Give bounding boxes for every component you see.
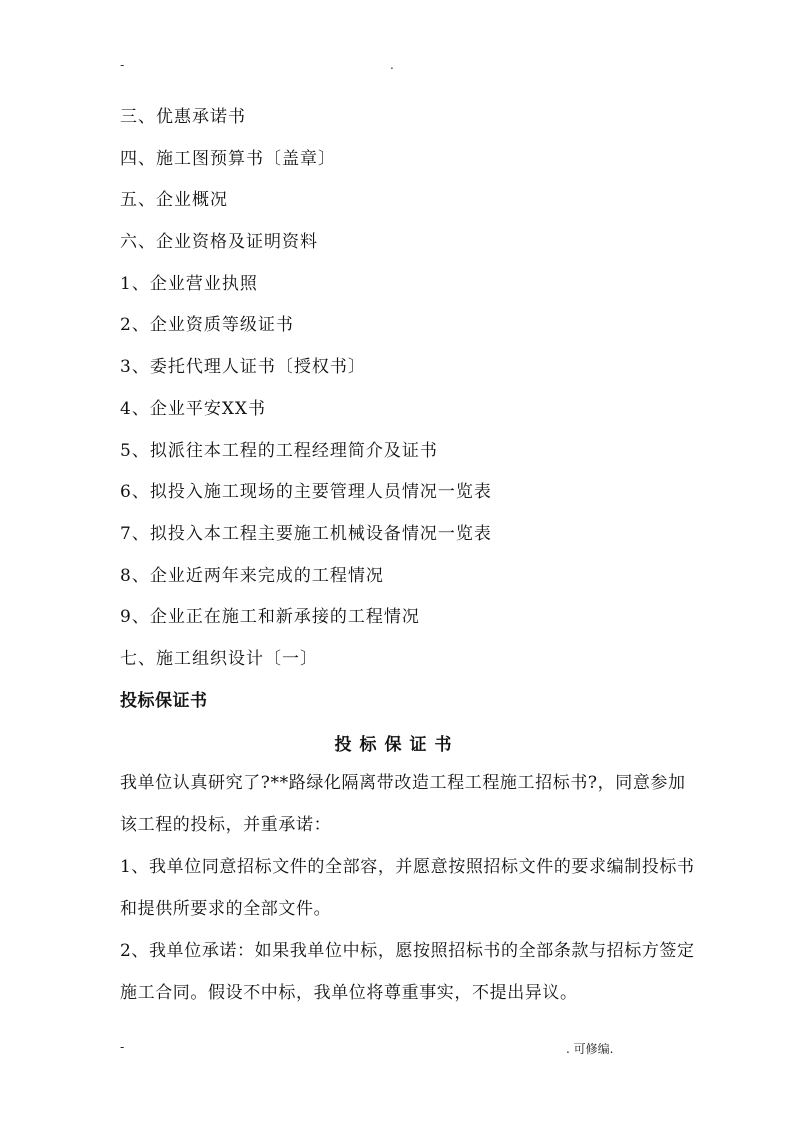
paragraph-line: 我单位认真研究了?**路绿化隔离带改造工程工程施工招标书?，同意参加 [120, 773, 686, 793]
toc-item: 三、优惠承诺书 [120, 107, 246, 127]
toc-item: 3、委托代理人证书〔授权书〕 [120, 357, 366, 378]
toc-item: 7、拟投入本工程主要施工机械设备情况一览表 [120, 523, 492, 544]
footer-left-mark: - [120, 1040, 125, 1054]
toc-item: 六、企业资格及证明资料 [120, 232, 318, 253]
section-heading: 投标保证书 [120, 691, 208, 711]
footer-editable-note: . 可修编. [566, 1042, 614, 1056]
header-right-mark: . [390, 58, 394, 72]
toc-item: 2、企业资质等级证书 [120, 315, 294, 336]
paragraph-line: 2、我单位承诺：如果我单位中标，愿按照招标书的全部条款与招标方签定 [120, 941, 695, 961]
toc-item: 8、企业近两年来完成的工程情况 [120, 565, 384, 586]
toc-item: 四、施工图预算书〔盖章〕 [120, 148, 336, 169]
header-left-mark: - [120, 58, 125, 72]
toc-item: 五、企业概况 [120, 190, 228, 211]
paragraph-line: 1、我单位同意招标文件的全部容，并愿意按照招标文件的要求编制投标书 [120, 857, 695, 877]
paragraph-line: 施工合同。假设不中标，我单位将尊重事实，不提出异议。 [120, 983, 578, 1003]
document-title: 投标保证书 [334, 735, 460, 755]
toc-item: 4、企业平安XX书 [120, 398, 267, 419]
toc-item: 6、拟投入施工现场的主要管理人员情况一览表 [120, 482, 492, 503]
paragraph-line: 和提供所要求的全部文件。 [120, 899, 332, 919]
table-of-contents [120, 103, 740, 687]
toc-item: 1、企业营业执照 [120, 273, 258, 294]
paragraph-line: 该工程的投标，并重承诺： [120, 815, 332, 835]
guarantee-body [120, 768, 732, 1020]
toc-item: 七、施工组织设计〔一〕 [120, 648, 318, 669]
toc-item: 9、企业正在施工和新承接的工程情况 [120, 607, 420, 628]
toc-item: 5、拟派往本工程的工程经理简介及证书 [120, 440, 438, 461]
